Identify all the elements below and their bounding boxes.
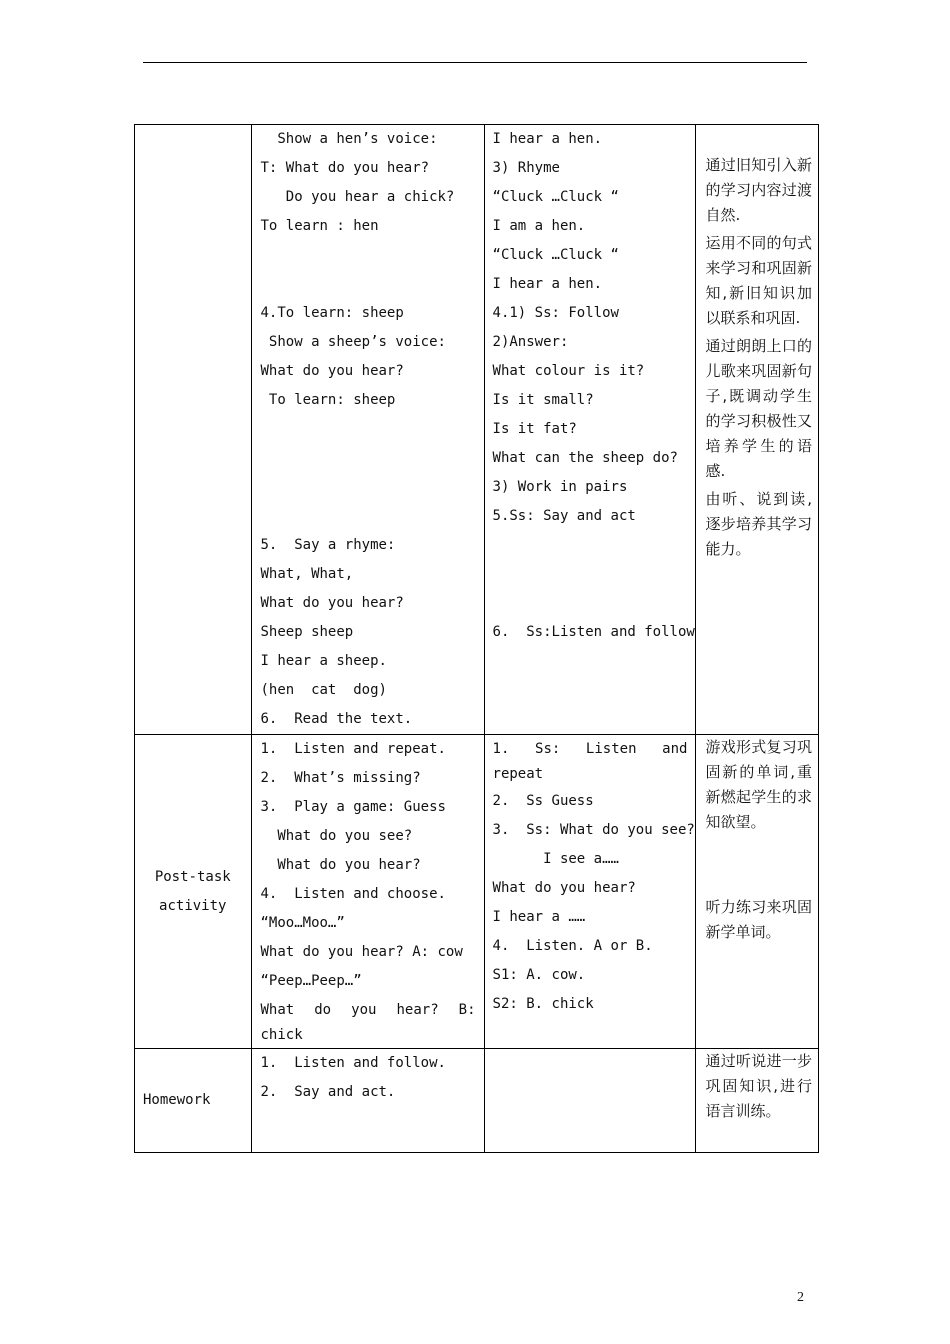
student-line: 5.Ss: Say and act: [492, 508, 636, 524]
teacher-line: [261, 415, 476, 444]
teacher-line: 4.To learn: sheep: [260, 305, 404, 321]
design-note: 听力练习来巩固新学单词。: [705, 898, 812, 941]
teacher-line: 1. Listen and follow.: [260, 1055, 446, 1071]
student-line: S2: B. chick: [492, 996, 594, 1012]
lesson-plan-table: [134, 124, 819, 1153]
teacher-line: 6. Read the text.: [260, 711, 413, 727]
student-line: Is it small?: [492, 392, 594, 408]
teacher-line: 2. Say and act.: [260, 1084, 396, 1100]
teacher-line: 3. Play a game: Guess: [260, 799, 446, 815]
teacher-line: What do you hear? B: chick: [260, 1002, 476, 1043]
teacher-activity-cell: [251, 1049, 484, 1153]
teacher-activity-cell: [251, 735, 484, 1049]
student-line: 3) Rhyme: [492, 160, 560, 176]
student-line: 2)Answer:: [492, 334, 569, 350]
design-notes-cell: [696, 1049, 819, 1153]
design-note: 运用不同的句式来学习和巩固新知,新旧知识加以联系和巩固.: [705, 234, 812, 327]
teacher-line: I hear a sheep.: [260, 653, 387, 669]
design-note: 游戏形式复习巩固新的单词,重新燃起学生的求知欲望。: [705, 738, 812, 831]
header-rule: [143, 62, 807, 63]
student-line: I hear a hen.: [492, 276, 603, 292]
teacher-line: [261, 473, 476, 502]
teacher-line: What do you hear? A: cow: [260, 944, 463, 960]
student-line: 2. Ss Guess: [492, 793, 594, 809]
student-line: “Cluck …Cluck “: [492, 247, 619, 263]
student-line: [493, 589, 688, 618]
teacher-line: 1. Listen and repeat.: [260, 741, 446, 757]
teacher-line: 4. Listen and choose.: [260, 886, 446, 902]
teacher-line: T: What do you hear?: [260, 160, 430, 176]
stage-label-post-task: Post-task activity: [135, 735, 252, 1049]
teacher-line: [261, 241, 476, 270]
teacher-line: What do you hear?: [260, 363, 404, 379]
teacher-line: [261, 502, 476, 531]
teacher-line: “Moo…Moo…”: [260, 915, 345, 931]
teacher-line: What do you hear?: [260, 595, 404, 611]
teacher-line: Sheep sheep: [260, 624, 354, 640]
teacher-line: [261, 270, 476, 299]
student-line: Is it fat?: [492, 421, 577, 437]
teacher-line: Show a hen’s voice:: [260, 131, 438, 147]
student-line: What can the sheep do?: [492, 450, 678, 466]
teacher-line: Show a sheep’s voice:: [260, 334, 446, 350]
design-note: 通过听说进一步巩固知识,进行语言训练。: [705, 1052, 812, 1120]
student-line: 1. Ss: Listen and repeat: [492, 741, 688, 782]
teacher-line: To learn: sheep: [260, 392, 396, 408]
student-line: I am a hen.: [492, 218, 586, 234]
design-notes-cell: [696, 125, 819, 735]
teacher-line: To learn : hen: [260, 218, 379, 234]
teacher-line: 2. What’s missing?: [260, 770, 421, 786]
teacher-line: [261, 444, 476, 473]
student-activity-cell: [484, 1049, 696, 1153]
student-line: [493, 560, 688, 589]
teacher-line: 5. Say a rhyme:: [260, 537, 396, 553]
student-line: 3. Ss: What do you see?: [492, 822, 695, 838]
design-note: 由听、说到读,逐步培养其学习能力。: [705, 490, 812, 558]
student-line: I see a……: [492, 851, 619, 867]
teacher-line: What, What,: [260, 566, 354, 582]
teacher-line: “Peep…Peep…”: [260, 973, 362, 989]
student-line: “Cluck …Cluck “: [492, 189, 619, 205]
table-row: [135, 1049, 819, 1153]
teacher-line: (hen cat dog): [260, 682, 387, 698]
stage-label-homework: Homework: [135, 1049, 252, 1153]
student-line: 6. Ss:Listen and follow: [492, 624, 695, 640]
design-note: 通过旧知引入新的学习内容过渡自然.: [705, 156, 812, 224]
student-line: S1: A. cow.: [492, 967, 586, 983]
page-number: 2: [797, 1290, 804, 1305]
student-line: What colour is it?: [492, 363, 645, 379]
teacher-line: What do you hear?: [260, 857, 421, 873]
teacher-activity-cell: [251, 125, 484, 735]
teacher-line: What do you see?: [260, 828, 413, 844]
student-line: I hear a hen.: [492, 131, 603, 147]
design-note: 通过朗朗上口的儿歌来巩固新句子,既调动学生的学习积极性又培养学生的语感.: [705, 337, 812, 480]
teacher-line: Do you hear a chick?: [260, 189, 455, 205]
student-line: 3) Work in pairs: [492, 479, 628, 495]
stage-cell: [135, 125, 252, 735]
student-line: What do you hear?: [492, 880, 636, 896]
table-row: [135, 735, 819, 1049]
student-line: 4. Listen. A or B.: [492, 938, 653, 954]
student-activity-cell: [484, 125, 696, 735]
design-notes-cell: [696, 735, 819, 1049]
student-line: [493, 531, 688, 560]
student-activity-cell: [484, 735, 696, 1049]
table-row: [135, 125, 819, 735]
student-line: 4.1) Ss: Follow: [492, 305, 619, 321]
student-line: I hear a ……: [492, 909, 586, 925]
